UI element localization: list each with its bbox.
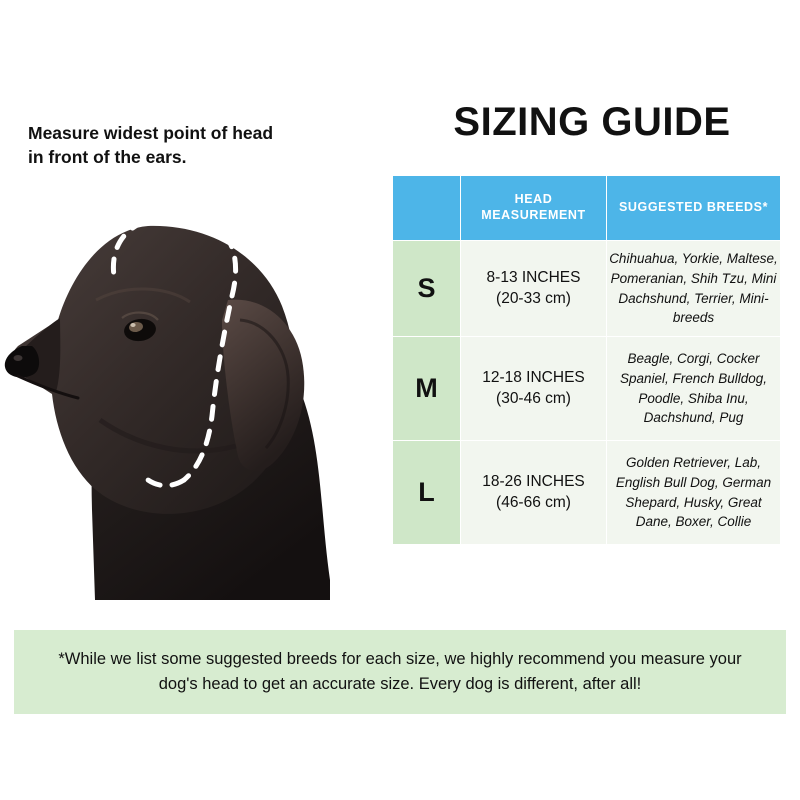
row-breeds: Beagle, Corgi, Cocker Spaniel, French Bulldog, Poodle, Shiba Inu, Dachshund, Pug: [607, 337, 781, 441]
header-suggested-breeds: SUGGESTED BREEDS*: [607, 176, 781, 241]
header-measurement-line1: HEAD: [514, 192, 553, 207]
header-head-measurement: [461, 176, 607, 241]
row-size-label: L: [393, 441, 461, 545]
row-measurement: [461, 337, 607, 441]
measure-instruction-text: Measure widest point of head in front of the ears.: [28, 123, 274, 167]
measurement-inches: 12-18 INCHES: [482, 368, 585, 386]
row-size-label: S: [393, 241, 461, 337]
table-row: [393, 441, 781, 545]
header-measurement-line2: MEASUREMENT: [481, 208, 586, 222]
footnote-banner: [14, 630, 786, 714]
row-size-label: M: [393, 337, 461, 441]
row-measurement: [461, 241, 607, 337]
measurement-inches: 8-13 INCHES: [486, 268, 581, 286]
great-dane-head-profile-icon: [0, 180, 400, 600]
measurement-cm: (30-46 cm): [496, 389, 571, 407]
table-header-row: [393, 176, 781, 241]
row-breeds: Golden Retriever, Lab, English Bull Dog, German Shepard, Husky, Great Dane, Boxer, Collie: [607, 441, 781, 545]
row-measurement: [461, 441, 607, 545]
table-row: [393, 337, 781, 441]
sizing-table: [392, 175, 781, 545]
page-title: SIZING GUIDE: [453, 100, 731, 144]
row-breeds: Chihuahua, Yorkie, Maltese, Pomeranian, Shih Tzu, Mini Dachshund, Terrier, Mini-breeds: [607, 241, 781, 337]
measurement-inches: 18-26 INCHES: [482, 472, 585, 490]
dog-illustration: [0, 180, 400, 600]
measurement-cm: (46-66 cm): [496, 493, 571, 511]
header-size-column: [393, 176, 461, 241]
table-row: [393, 241, 781, 337]
measurement-cm: (20-33 cm): [496, 289, 571, 307]
footnote-text: *While we list some suggested breeds for each size, we highly recommend you measure your dog's head to get an accurate size. Every dog is different, after all!: [58, 650, 742, 693]
